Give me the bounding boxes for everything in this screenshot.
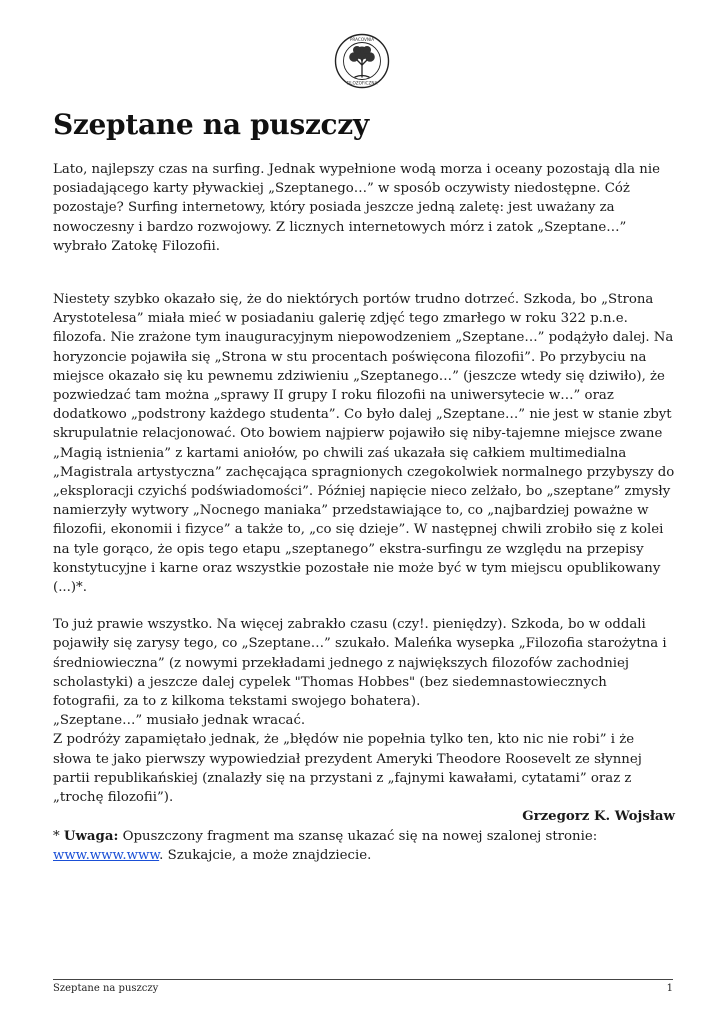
- footnote: [53, 827, 675, 865]
- page-footer: [53, 979, 673, 994]
- page-number: 1: [666, 983, 673, 994]
- author-signature: Grzegorz K. Wojsław: [522, 809, 675, 825]
- footnote-asterisk: *: [53, 828, 64, 844]
- footnote-after: . Szukajcie, a może znajdziecie.: [159, 847, 372, 863]
- paragraph-quote: Z podróży zapamiętało jednak, że „błędów nie popełnia tylko ten, kto nic nie robi” i że słowa te jako pierwszy wypowiedział prezydent Ameryki Theodore Roosevelt ze słynnej partii republikańskiej (znalazły się na przystani z „fajnymi kawałami, cytatami” oraz z „trochę filozofii”).: [53, 732, 642, 806]
- page-title: Szeptane na puszczy: [53, 108, 369, 141]
- footer-title: Szeptane na puszczy: [53, 983, 159, 994]
- paragraph-ending: To już prawie wszystko. Na więcej zabrakło czasu (czy!. pieniędzy). Szkoda, bo w oddali pojawiły się zarysy tego, co „Szeptane…” szukało. Maleńka wysepka „Filozofia starożytna i średniowieczna” (z nowymi przekładami jednego z największych filozofów zachodniej scholastyki) a jeszcze dalej cypelek "Thomas Hobbes" (bez siedemnastowiecznych fotografii, za to z kilkoma tekstami swojego bohatera).: [53, 617, 667, 710]
- footnote-text: Opuszczony fragment ma szansę ukazać się na nowej szalonej stronie:: [118, 828, 598, 844]
- footnote-link[interactable]: www.www.www: [53, 847, 160, 863]
- paragraph-return: „Szeptane…” musiało jednak wracać.: [53, 713, 306, 729]
- paragraph-intro: Lato, najlepszy czas na surfing. Jednak wypełnione wodą morza i oceany pozostają dla nie posiadającego karty pływackiej „Szeptanego…” w sposób oczywisty niedostępne. Cóż pozostaje? Surfing internetowy, który posiada jeszcze jedną zaletę: jest uważany za nowoczesny i bardzo rozwojowy. Z licznych internetowych mórz i zatok „Szeptane…” wybrało Zatokę Filozofii.: [53, 162, 660, 254]
- footnote-label: Uwaga:: [63, 828, 119, 844]
- paragraph-ports: Niestety szybko okazało się, że do niektórych portów trudno dotrzeć. Szkoda, bo „Strona Arystotelesa” miała mieć w posiadaniu galerię zdjęć tego zmarłego w roku 322 p.n.e. filozofa. Nie zrażone tym inauguracyjnym niepowodzeniem „Szeptane…” podążyło dalej. Na horyzoncie pojawiła się „Strona w stu procentach poświęcona filozofii”. Po przybyciu na miejsce okazało się ku pewnemu zdziwieniu „Szeptanego…” (jeszcze wtedy się dziwiło), że pozwiedzać tam można „sprawy II grupy I roku filozofii na uniwersytecie w…” oraz dodatkowo „podstrony każdego studenta”. Co było dalej „Szeptane…” nie jest w stanie zbyt skrupulatnie relacjonować. Oto bowiem najpierw pojawiło się niby-tajemne miejsce zwane „Magią istnienia” z kartami aniołów, po chwili zaś ukazała się całkiem multimedialna „Magistrala artystyczna” zachęcająca spragnionych czegokolwiek normalnego przybyszy do „eksploracji czyichś podświadomości”. Później napięcie nieco zelżało, bo „szeptane” zmysły namierzyły wytwory „Nocnego maniaka” przedstawiające to, co „najbardziej poważne w filozofii, ekonomii i fizyce” a także to, „co się dzieje”. W następnej chwili zrobiło się z kolei na tyle gorąco, że opis tego etapu „szeptanego” ekstra-surfingu ze względu na przepisy konstytucyjne i karne oraz wszystkie pozostałe nie może być w tym miejscu opublikowany (...)*.: [53, 292, 675, 596]
- logo-bottom-text: FILOZOFICZNA: [346, 80, 378, 86]
- article-body: [53, 160, 675, 865]
- logo-top-text: PRACOVNIA: [349, 37, 375, 42]
- tree-seal-icon: [334, 33, 390, 89]
